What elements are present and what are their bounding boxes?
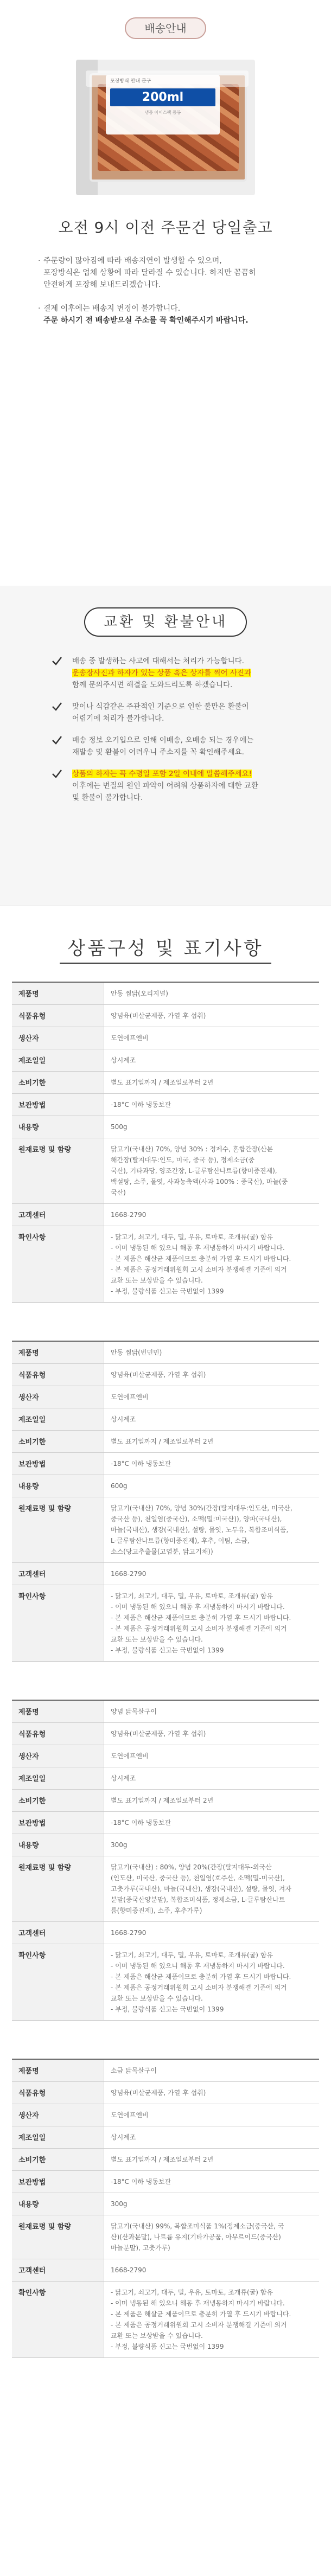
spec-row — [12, 1745, 319, 1767]
exchange-section — [0, 586, 331, 906]
bullet-dot: · — [38, 304, 41, 313]
spec-value-line: 해간장(탈지대두:인도, 미국, 중국 등), 정제소금(중 — [111, 1156, 255, 1164]
product-spec-table — [12, 982, 319, 1303]
spec-key: 식품유형 — [12, 1364, 104, 1386]
spec-value — [104, 1072, 319, 1093]
spec-key: 보관방법 — [12, 1812, 104, 1834]
package-label-foot: 냉동 아이스팩 동봉 — [144, 110, 181, 115]
spec-value — [104, 1364, 319, 1386]
spec-row — [12, 2149, 319, 2171]
spec-value-line: - 닭고기, 쇠고기, 대두, 밀, 우유, 토마토, 조개류(굴) 함유 — [111, 2289, 273, 2296]
spec-value — [104, 1812, 319, 1834]
product-spec-table — [12, 2059, 319, 2358]
exchange-line: 배송 정보 오기입으로 인해 이배송, 오배송 되는 경우에는 — [72, 736, 254, 745]
spec-value — [104, 1027, 319, 1049]
spec-row — [12, 1475, 319, 1497]
exchange-item — [52, 768, 312, 804]
spec-value — [104, 1116, 319, 1138]
spec-value — [104, 1767, 319, 1789]
spec-value-line: 양념육(비살균제품, 가열 후 섭취) — [111, 1730, 206, 1738]
spec-value-line: 고춧가루(국내산), 마늘(국내산), 생강(국내산), 설탕, 물엿, 겨자 — [111, 1885, 291, 1893]
spec-key: 확인사항 — [12, 1585, 104, 1661]
spec-row — [12, 2126, 319, 2149]
package-label — [106, 75, 220, 134]
spec-row — [12, 1790, 319, 1812]
spec-key: 생산자 — [12, 1027, 104, 1049]
spec-value-line: 양념육(비살균제품, 가열 후 섭취) — [111, 1371, 206, 1379]
spec-row — [12, 1027, 319, 1049]
exchange-line-highlight: 운송장사진과 하자가 있는 상품 혹은 상자를 찍어 사진과 — [72, 669, 251, 677]
spec-value-line: - 본 제품은 공정거래위원회 고시 소비자 분쟁해결 기준에 의거 — [111, 1625, 287, 1632]
spec-value-line: 교환 또는 보상받을 수 있습니다. — [111, 1636, 203, 1643]
spec-value-line: 마늘(국내산), 생강(국내산), 설탕, 물엿, 노두유, 복합조미식품, — [111, 1526, 289, 1534]
spec-value-line: 안동 찜닭(빈민민) — [111, 1349, 162, 1356]
spec-title-underline — [60, 963, 271, 964]
spec-key: 고객센터 — [12, 2259, 104, 2281]
spec-row — [12, 2193, 319, 2215]
spec-value-line: - 부정, 불량식품 신고는 국번없이 1399 — [111, 2343, 224, 2350]
spec-key: 소비기한 — [12, 1431, 104, 1452]
spec-key: 제품명 — [12, 983, 104, 1004]
spec-value-line: - 닭고기, 쇠고기, 대두, 밀, 우유, 토마토, 조개류(굴) 함유 — [111, 1592, 273, 1600]
shipping-title: 배송안내 — [125, 17, 206, 39]
spec-value-line: (인도산, 미국산, 중국산 등), 천일염(호주산, 소맥(밀-미국산), — [111, 1874, 285, 1882]
spec-value-line: - 본 제품은 공정거래위원회 고시 소비자 분쟁해결 기준에 의거 — [111, 2321, 287, 2329]
spec-value-line: 교환 또는 보상받을 수 있습니다. — [111, 1277, 203, 1284]
spec-value-line: - 부정, 불량식품 신고는 국번없이 1399 — [111, 1287, 224, 1295]
spec-value — [104, 1701, 319, 1722]
spec-value-line: 1668-2790 — [111, 1570, 147, 1578]
spec-row — [12, 1408, 319, 1431]
spec-row — [12, 1072, 319, 1094]
spec-value-line: 1668-2790 — [111, 1929, 147, 1937]
spec-value-line: 양념 닭목살구이 — [111, 1708, 157, 1715]
spec-row — [12, 2259, 319, 2282]
checkmark-icon — [52, 735, 62, 745]
spec-value-line: 닭고기(국내산) 70%, 양념 30%(간장(탈지대두:인도산, 미국산, — [111, 1504, 292, 1512]
exchange-item — [52, 701, 312, 725]
spec-value-line: - 본 제품은 해살균 제품이므로 충분히 가열 후 드시기 바랍니다. — [111, 1973, 291, 1981]
spec-value-line: - 본 제품은 해살균 제품이므로 충분히 가열 후 드시기 바랍니다. — [111, 1614, 291, 1622]
note-line: 주문량이 많아짐에 따라 배송지연이 발생할 수 있으며, — [43, 257, 222, 265]
spec-value — [104, 2215, 319, 2259]
spec-key: 생산자 — [12, 2104, 104, 2126]
spec-key: 식품유형 — [12, 1005, 104, 1027]
checkmark-icon — [52, 656, 62, 666]
spec-row — [12, 1563, 319, 1585]
spec-value — [104, 2259, 319, 2281]
spec-key: 원재료명 및 함량 — [12, 2215, 104, 2259]
spec-row — [12, 1005, 319, 1027]
spec-value-line: 소스(당고추출물(고염분, 닭고기채)) — [111, 1548, 213, 1555]
spec-value — [104, 1431, 319, 1452]
spec-value — [104, 1138, 319, 1203]
spec-value-line: - 본 제품은 해살균 제품이므로 충분히 가열 후 드시기 바랍니다. — [111, 1255, 291, 1263]
spec-value — [104, 1723, 319, 1745]
spec-key: 소비기한 — [12, 2149, 104, 2170]
exchange-line: 이후에는 변질의 원인 파악이 어려워 상품하자에 대한 교환 — [72, 781, 259, 790]
exchange-list — [52, 655, 312, 813]
spec-value — [104, 1342, 319, 1363]
exchange-line-highlight: 상품의 하자는 꼭 수령일 포함 2일 이내에 말씀해주세요! — [72, 770, 252, 778]
spec-value — [104, 1745, 319, 1767]
spec-title: 상품구성 및 표기사항 — [67, 938, 264, 959]
spec-value-line: 교환 또는 보상받을 수 있습니다. — [111, 1995, 203, 2002]
spec-key: 생산자 — [12, 1745, 104, 1767]
spec-value — [104, 1005, 319, 1027]
spec-value-line: 교환 또는 보상받을 수 있습니다. — [111, 2332, 203, 2340]
shipping-section — [0, 0, 331, 586]
product-spec-table — [12, 1341, 319, 1662]
spec-value-line: -18°C 이하 냉동보관 — [111, 1460, 171, 1468]
product-spec-list — [0, 982, 331, 2358]
spec-header — [0, 906, 331, 982]
spec-value — [104, 1453, 319, 1475]
exchange-line: 및 환불이 불가합니다. — [72, 793, 143, 802]
spec-value-line: 상시제조 — [111, 2133, 136, 2141]
spec-row — [12, 2171, 319, 2193]
spec-value — [104, 2082, 319, 2104]
spec-row — [12, 2104, 319, 2126]
spec-row — [12, 1431, 319, 1453]
spec-value-line: -18°C 이하 냉동보관 — [111, 2178, 171, 2186]
spec-key: 원재료명 및 함량 — [12, 1497, 104, 1562]
same-day-headline: 오전 9시 이전 주문건 당일출고 — [58, 219, 273, 236]
spec-key: 제조일일 — [12, 2126, 104, 2148]
spec-value — [104, 2060, 319, 2081]
spec-row — [12, 1364, 319, 1386]
spec-value — [104, 1475, 319, 1497]
spec-row — [12, 1497, 319, 1563]
spec-key: 고객센터 — [12, 1204, 104, 1226]
spec-value — [104, 1204, 319, 1226]
spec-value — [104, 1049, 319, 1071]
spec-row — [12, 1094, 319, 1116]
spec-value-line: 안동 찜닭(오리지널) — [111, 990, 168, 997]
spec-key: 확인사항 — [12, 2282, 104, 2357]
spec-value — [104, 2282, 319, 2357]
spec-value — [104, 1944, 319, 2020]
spec-key: 보관방법 — [12, 2171, 104, 2193]
spec-value — [104, 1790, 319, 1811]
package-label-volume: 200ml — [110, 88, 215, 106]
checkmark-icon — [52, 702, 62, 712]
spec-key: 보관방법 — [12, 1094, 104, 1116]
bullet-dot: · — [38, 257, 41, 265]
spec-key: 소비기한 — [12, 1790, 104, 1811]
spec-value-line: 닭고기(국내산) 70%, 양념 30% : 정제수, 혼합간장(산분 — [111, 1145, 273, 1153]
spec-value-line: L-글루탐산나트륨(향미증진제), 후추, 이팀, 소금, — [111, 1537, 250, 1545]
spec-value — [104, 1922, 319, 1944]
exchange-line: 어렵기에 처리가 불가합니다. — [72, 714, 164, 723]
spec-value — [104, 1585, 319, 1661]
spec-value-line: 백설탕, 소주, 물엿, 사과농축액(사과 100% : 중국산), 마늘(중 — [111, 1178, 288, 1186]
spec-value-line: 300g — [111, 2200, 128, 2208]
spec-value-line: -18°C 이하 냉동보관 — [111, 1819, 171, 1827]
spec-value-line: 국산), 기타과당, 양조간장, L-글루탐산나트륨(향미증진제), — [111, 1167, 277, 1175]
spec-row — [12, 2282, 319, 2358]
spec-value-line: 상시제조 — [111, 1415, 136, 1423]
spec-value-line: 별도 표기일까지 / 제조일로부터 2년 — [111, 2156, 214, 2163]
spec-value — [104, 1856, 319, 1921]
packaging-photo — [76, 60, 255, 195]
spec-key: 제조일일 — [12, 1049, 104, 1071]
spec-value-line: 도연에프엔비 — [111, 2111, 149, 2119]
spec-key: 내용량 — [12, 1834, 104, 1856]
spec-row — [12, 1812, 319, 1834]
spec-value-line: - 본 제품은 공정거래위원회 고시 소비자 분쟁해결 기준에 의거 — [111, 1266, 287, 1273]
spec-value-line: 도연에프엔비 — [111, 1393, 149, 1401]
spec-row — [12, 1834, 319, 1856]
spec-value — [104, 1408, 319, 1430]
note-line: 포장방식은 업체 상황에 따라 달라질 수 있습니다. 하지만 꼼꼼히 — [43, 268, 256, 277]
spec-row — [12, 1204, 319, 1226]
exchange-line: 재발송 및 환불이 어려우니 주소지를 꼭 확인해주세요. — [72, 748, 244, 757]
spec-row — [12, 2060, 319, 2082]
spec-value-line: - 닭고기, 쇠고기, 대두, 밀, 우유, 토마토, 조개류(굴) 함유 — [111, 1233, 273, 1241]
spec-key: 소비기한 — [12, 1072, 104, 1093]
spec-key: 식품유형 — [12, 1723, 104, 1745]
spec-row — [12, 2082, 319, 2104]
package-label-sub: 포장방식 안내 문구 — [110, 79, 151, 84]
spec-value-line: 상시제조 — [111, 1774, 136, 1782]
spec-row — [12, 1453, 319, 1475]
spec-value-line: 도연에프엔비 — [111, 1752, 149, 1760]
spec-key: 제품명 — [12, 2060, 104, 2081]
spec-value-line: 별도 표기일까지 / 제조일로부터 2년 — [111, 1797, 214, 1804]
spec-key: 확인사항 — [12, 1944, 104, 2020]
spec-row — [12, 1585, 319, 1662]
spec-key: 내용량 — [12, 1475, 104, 1497]
spec-value-line: 양념육(비살균제품, 가열 후 섭취) — [111, 1012, 206, 1020]
spec-row — [12, 1342, 319, 1364]
spec-value-line: 별도 표기일까지 / 제조일로부터 2년 — [111, 1079, 214, 1086]
spec-key: 내용량 — [12, 1116, 104, 1138]
spec-value-line: - 본 제품은 공정거래위원회 고시 소비자 분쟁해결 기준에 의거 — [111, 1984, 287, 1991]
spec-value-line: 닭고기(국내산) : 80%, 양념 20%(간장(탈지대두-외국산 — [111, 1863, 272, 1871]
spec-value-line: 륨(향미증진제), 소주, 후추가루) — [111, 1907, 202, 1914]
spec-row — [12, 1049, 319, 1072]
spec-value-line: - 부정, 불량식품 신고는 국번없이 1399 — [111, 1646, 224, 1654]
spec-value-line: 500g — [111, 1123, 128, 1131]
spec-value — [104, 2171, 319, 2193]
exchange-line: 맛이나 식감같은 주관적인 기준으로 인한 불만은 환불이 — [72, 702, 249, 711]
note-line-emphasis: 주문 하시기 전 배송받으실 주소를 꼭 확인해주시기 바랍니다. — [43, 316, 249, 325]
spec-value-line: - 이미 냉동된 해 있으니 해동 후 재냉동하지 마시기 바랍니다. — [111, 1603, 285, 1611]
spec-row — [12, 1116, 319, 1138]
shipping-note-2 — [38, 303, 315, 326]
spec-value — [104, 2104, 319, 2126]
spec-key: 고객센터 — [12, 1922, 104, 1944]
note-line: 결제 이후에는 배송지 변경이 불가합니다. — [43, 304, 181, 313]
checkmark-icon — [52, 769, 62, 779]
exchange-line: 함께 문의주시면 해결을 도와드리도록 하겠습니다. — [72, 681, 233, 689]
spec-value-line: 분말(중국산양분말), 복합조미식품, 정제소금, L-글루탐산나트 — [111, 1896, 285, 1904]
spec-key: 제품명 — [12, 1701, 104, 1722]
exchange-title: 교환 및 환불안내 — [84, 607, 247, 637]
spec-row — [12, 1701, 319, 1723]
spec-key: 원재료명 및 함량 — [12, 1856, 104, 1921]
spec-key: 보관방법 — [12, 1453, 104, 1475]
exchange-line: 배송 중 발생하는 사고에 대해서는 처리가 가능합니다. — [72, 657, 244, 665]
spec-value-line: - 이미 냉동된 해 있으니 해동 후 재냉동하지 마시기 바랍니다. — [111, 2299, 285, 2307]
spec-key: 제조일일 — [12, 1767, 104, 1789]
spec-row — [12, 1226, 319, 1303]
product-spec-table — [12, 1700, 319, 2021]
spec-value-line: - 닭고기, 쇠고기, 대두, 밀, 우유, 토마토, 조개류(굴) 함유 — [111, 1951, 273, 1959]
spec-value-line: 도연에프엔비 — [111, 1034, 149, 1042]
spec-row — [12, 1922, 319, 1944]
spec-value-line: 1668-2790 — [111, 1211, 147, 1219]
spec-row — [12, 983, 319, 1005]
spec-key: 확인사항 — [12, 1226, 104, 1302]
spec-value — [104, 1094, 319, 1116]
spec-value — [104, 2126, 319, 2148]
shipping-note-1 — [38, 255, 315, 291]
spec-row — [12, 1856, 319, 1922]
spec-value-line: 닭고기(국내산) 99%, 복합조미식품 1%(정제소금(중국산, 국 — [111, 2222, 284, 2230]
spec-value-line: - 본 제품은 해살균 제품이므로 충분히 가열 후 드시기 바랍니다. — [111, 2310, 291, 2318]
spec-key: 생산자 — [12, 1386, 104, 1408]
spec-value-line: 마늘분말), 고춧가루) — [111, 2244, 170, 2252]
shipping-notes — [38, 255, 315, 338]
spec-value — [104, 1226, 319, 1302]
spec-row — [12, 1138, 319, 1204]
spec-value-line: - 이미 냉동된 해 있으니 해동 후 재냉동하지 마시기 바랍니다. — [111, 1962, 285, 1970]
spec-value-line: - 부정, 불량식품 신고는 국번없이 1399 — [111, 2005, 224, 2013]
spec-value-line: 300g — [111, 1841, 128, 1849]
spec-key: 식품유형 — [12, 2082, 104, 2104]
spec-value-line: 상시제조 — [111, 1056, 136, 1064]
exchange-item — [52, 655, 312, 691]
spec-row — [12, 1767, 319, 1790]
spec-row — [12, 1944, 319, 2021]
spec-value — [104, 983, 319, 1004]
spec-value-line: -18°C 이하 냉동보관 — [111, 1101, 171, 1108]
spec-value-line: 별도 표기일까지 / 제조일로부터 2년 — [111, 1438, 214, 1445]
spec-value — [104, 2193, 319, 2215]
spec-value-line: 중국산 등), 천일염(중국산), 소맥(밀:미국산)), 양파(국내산), — [111, 1515, 282, 1523]
spec-key: 고객센터 — [12, 1563, 104, 1585]
spec-row — [12, 1723, 319, 1745]
spec-row — [12, 1386, 319, 1408]
spec-value — [104, 1563, 319, 1585]
spec-key: 내용량 — [12, 2193, 104, 2215]
spec-value — [104, 1386, 319, 1408]
note-line: 안전하게 포장해 보내드리겠습니다. — [43, 280, 161, 289]
spec-value-line: 양념육(비살균제품, 가열 후 섭취) — [111, 2089, 206, 2097]
spec-value — [104, 1497, 319, 1562]
spec-value — [104, 1834, 319, 1856]
spec-row — [12, 2215, 319, 2259]
spec-value-line: 국산) — [111, 1189, 126, 1196]
spec-value-line: 600g — [111, 1482, 128, 1490]
spec-value-line: 1668-2790 — [111, 2266, 147, 2274]
spec-value — [104, 2149, 319, 2170]
spec-key: 제품명 — [12, 1342, 104, 1363]
spec-key: 원재료명 및 함량 — [12, 1138, 104, 1203]
spec-value-line: 소금 닭목살구이 — [111, 2067, 157, 2074]
spec-key: 제조일일 — [12, 1408, 104, 1430]
spec-value-line: - 이미 냉동된 해 있으니 해동 후 재냉동하지 마시기 바랍니다. — [111, 1244, 285, 1252]
spec-value-line: 산)(산과분말), 나트륨 유지(기타가공품, 아무르이드(중국산) — [111, 2233, 281, 2241]
exchange-item — [52, 734, 312, 758]
